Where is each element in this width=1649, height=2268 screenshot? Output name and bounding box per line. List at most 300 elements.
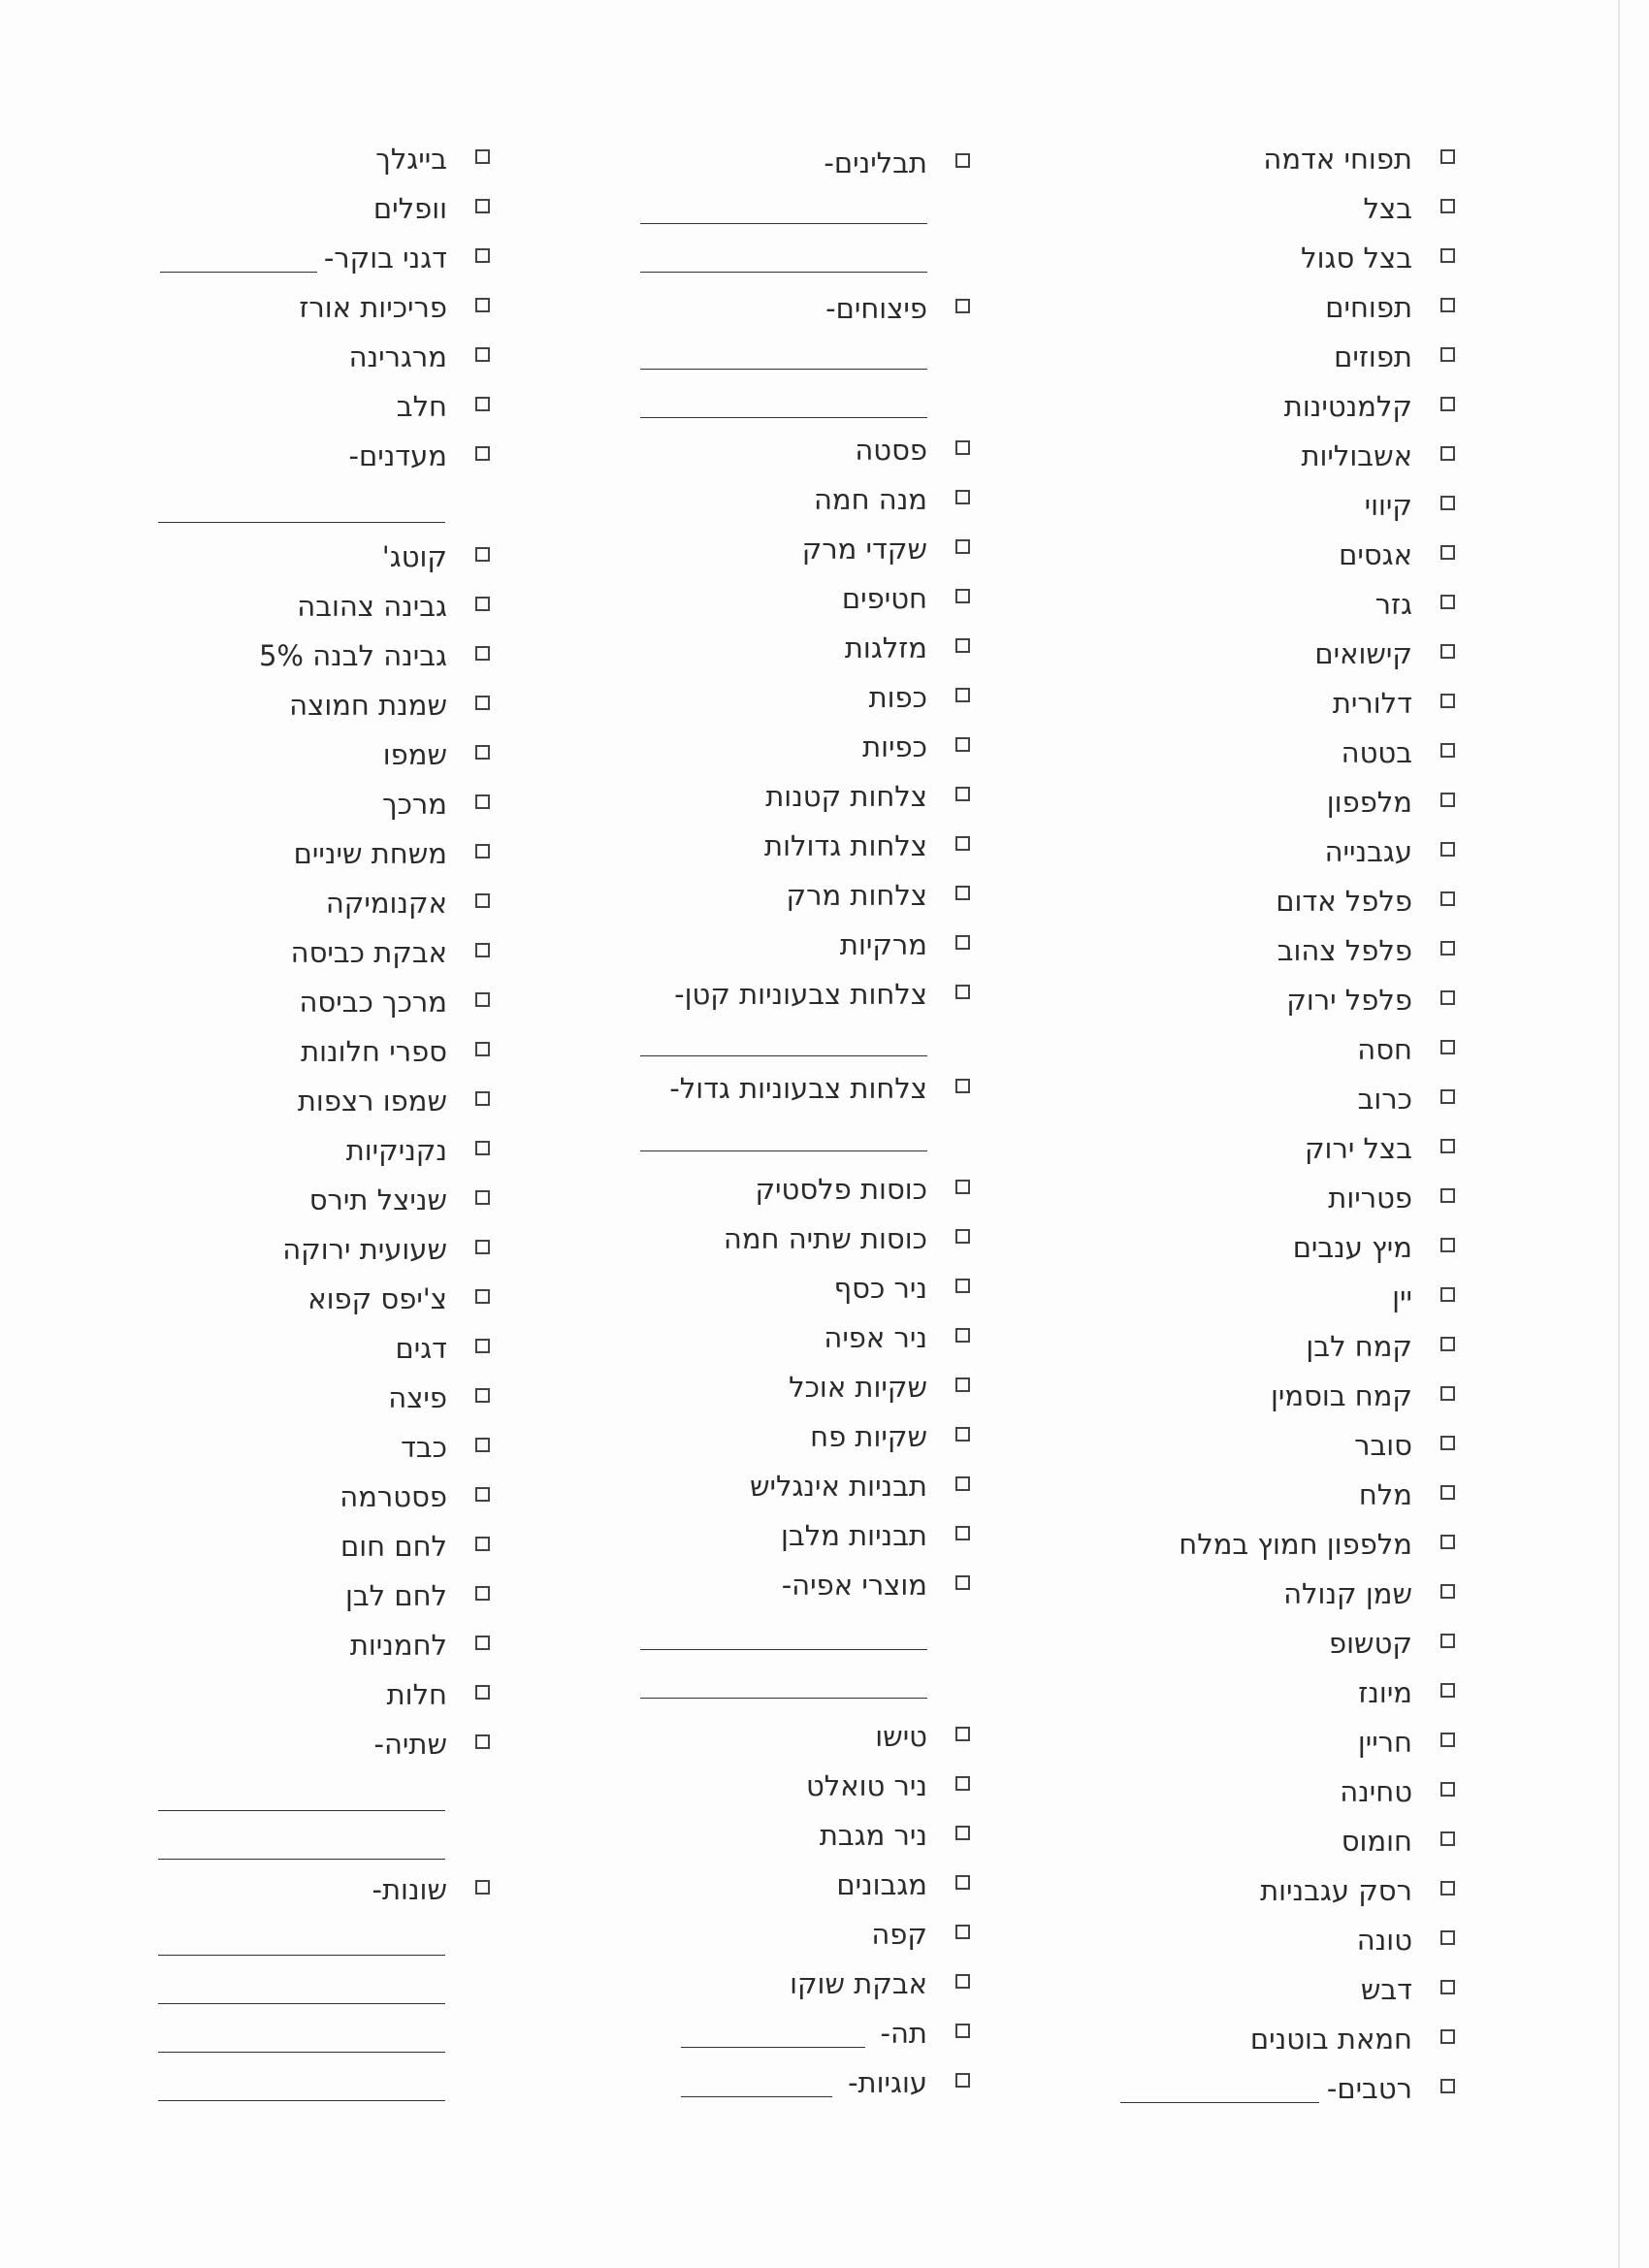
checkbox[interactable] [955, 299, 970, 313]
list-item [150, 1331, 490, 1370]
fill-in-line[interactable] [158, 2100, 445, 2101]
checkbox[interactable] [475, 547, 490, 562]
checkbox[interactable] [1440, 1139, 1455, 1153]
item-label: גבינה צהובה [297, 590, 447, 623]
list-item [150, 1281, 490, 1320]
item-label: פריכיות אורז [299, 291, 447, 324]
list-item [1125, 438, 1455, 477]
item-label: שמן קנולה [1283, 1577, 1412, 1610]
list-item [150, 589, 490, 628]
checkbox[interactable] [1440, 1485, 1455, 1500]
checkbox[interactable] [955, 1925, 970, 1939]
checkbox[interactable] [1440, 595, 1455, 609]
checkbox[interactable] [955, 1575, 970, 1590]
item-label: מרקיות [839, 928, 927, 961]
checkbox[interactable] [955, 2073, 970, 2088]
list-item [150, 1380, 490, 1419]
item-label: ניר טואלט [805, 1769, 927, 1802]
list-item [630, 631, 970, 669]
checkbox[interactable] [955, 836, 970, 851]
list-item [1125, 1972, 1455, 2011]
list-item [1125, 191, 1455, 230]
list-item [150, 1133, 490, 1172]
list-item [630, 146, 970, 184]
checkbox[interactable] [1440, 1287, 1455, 1302]
checkbox[interactable] [475, 1438, 490, 1452]
list-item [1125, 1774, 1455, 1813]
item-label: קישואים [1314, 637, 1412, 670]
checkbox[interactable] [475, 1240, 490, 1254]
list-item [630, 1172, 970, 1211]
list-item [1125, 1675, 1455, 1714]
list-item [630, 1568, 970, 1606]
list-item [150, 1529, 490, 1568]
list-item [630, 1917, 970, 1956]
fill-in-line[interactable] [158, 2003, 445, 2004]
list-item [1125, 1280, 1455, 1318]
list-item [150, 1430, 490, 1469]
item-label: קיווי [1364, 489, 1412, 522]
item-label: חסה [1357, 1033, 1412, 1066]
item-label: מיץ ענבים [1292, 1231, 1412, 1264]
item-label: קמח בוסמין [1270, 1379, 1412, 1412]
page-edge-shadow [1618, 0, 1620, 2268]
item-label: בצל ירוק [1304, 1132, 1412, 1165]
checkbox[interactable] [475, 1734, 490, 1749]
checkbox[interactable] [955, 737, 970, 752]
checkbox[interactable] [955, 153, 970, 168]
item-label: לחם חום [340, 1530, 447, 1563]
list-item [1125, 1329, 1455, 1368]
list-item [630, 1271, 970, 1310]
fill-in-line[interactable] [640, 1055, 927, 1056]
item-label: חטיפים [841, 582, 927, 615]
list-item [150, 1034, 490, 1073]
checkbox[interactable] [955, 1279, 970, 1293]
list-item [630, 1469, 970, 1507]
checkbox[interactable] [1440, 248, 1455, 263]
item-label: מלפפון [1326, 786, 1412, 819]
item-label: קפה [871, 1918, 927, 1951]
item-label: גזר [1374, 588, 1412, 621]
item-label: שתיה- [373, 1728, 447, 1761]
item-label: פסטרמה [340, 1480, 447, 1513]
fill-in-line[interactable] [640, 272, 927, 273]
list-item [630, 680, 970, 719]
checkbox[interactable] [475, 1880, 490, 1895]
fill-in-line[interactable] [158, 1810, 445, 1811]
checkbox[interactable] [1440, 298, 1455, 312]
list-item [1125, 1181, 1455, 1219]
list-item [630, 1518, 970, 1557]
checkbox[interactable] [475, 1339, 490, 1353]
item-label: ניר מגבת [819, 1819, 927, 1852]
list-item [1125, 389, 1455, 428]
list-item [150, 191, 490, 230]
item-label: מנה חמה [813, 483, 927, 516]
checkbox[interactable] [475, 992, 490, 1007]
fill-in-line[interactable] [160, 272, 317, 273]
list-item [1125, 884, 1455, 923]
item-label: צלחות גדולות [764, 829, 927, 862]
checkbox[interactable] [955, 1526, 970, 1540]
list-item [1125, 636, 1455, 675]
item-label: פלפל אדום [1276, 885, 1412, 918]
fill-in-line[interactable] [640, 223, 927, 224]
checkbox[interactable] [1440, 990, 1455, 1005]
checkbox[interactable] [1440, 1881, 1455, 1895]
item-label: בצל [1363, 192, 1412, 225]
checkbox[interactable] [955, 1079, 970, 1093]
list-item [150, 340, 490, 378]
checkbox[interactable] [475, 446, 490, 461]
fill-in-line[interactable] [158, 1955, 445, 1956]
list-item [150, 1727, 490, 1766]
list-item [1125, 1576, 1455, 1615]
list-item [1125, 340, 1455, 378]
list-item [1125, 1032, 1455, 1071]
list-item [630, 1867, 970, 1906]
checkbox[interactable] [1440, 1535, 1455, 1549]
item-label: אשבוליות [1301, 439, 1412, 472]
item-label: שמנת חמוצה [289, 689, 447, 722]
list-item [150, 389, 490, 428]
item-label: בייגלך [375, 143, 447, 176]
item-label: ספרי חלונות [301, 1035, 447, 1068]
list-item [150, 1183, 490, 1221]
fill-in-line[interactable] [640, 1698, 927, 1699]
checkbox[interactable] [475, 1636, 490, 1650]
item-label: כבד [401, 1431, 447, 1464]
checkbox[interactable] [955, 1776, 970, 1791]
list-item [150, 1578, 490, 1617]
list-item [1125, 1824, 1455, 1863]
item-label: צלחות צבעוניות קטן- [674, 978, 927, 1011]
item-label: עגבנייה [1324, 835, 1412, 868]
list-item [150, 290, 490, 329]
item-label: דבש [1360, 1973, 1412, 2006]
checkbox[interactable] [1440, 1930, 1455, 1945]
item-label: ניר אפיה [824, 1321, 927, 1354]
list-item [630, 1419, 970, 1458]
item-label: אגסים [1339, 538, 1412, 571]
list-item [630, 977, 970, 1016]
list-item [630, 2016, 970, 2055]
checkbox[interactable] [475, 1091, 490, 1106]
list-item [150, 1084, 490, 1122]
list-item [150, 241, 490, 279]
fill-in-line[interactable] [640, 1649, 927, 1650]
checkbox[interactable] [955, 1229, 970, 1244]
item-label: תבניות אינגליש [749, 1470, 927, 1503]
checkbox[interactable] [1440, 199, 1455, 213]
checkbox[interactable] [955, 1476, 970, 1491]
list-item [630, 1320, 970, 1359]
checkbox[interactable] [475, 745, 490, 760]
list-item [1125, 933, 1455, 972]
list-item [1125, 1527, 1455, 1566]
checkbox[interactable] [475, 199, 490, 213]
checkbox[interactable] [1440, 1980, 1455, 1994]
checkbox[interactable] [475, 149, 490, 164]
item-label: חלב [396, 390, 447, 423]
item-label: דגני בוקר- [323, 242, 447, 275]
item-label: טחינה [1340, 1775, 1412, 1808]
checkbox[interactable] [955, 589, 970, 603]
item-label: חומוס [1341, 1825, 1412, 1858]
checkbox[interactable] [955, 886, 970, 900]
item-label: כוסות שתיה חמה [723, 1222, 927, 1255]
item-label: שונות- [372, 1873, 447, 1906]
checkbox[interactable] [475, 1190, 490, 1205]
item-label: שקדי מרק [801, 533, 927, 566]
checkbox[interactable] [955, 1427, 970, 1442]
item-label: פיצה [388, 1381, 447, 1414]
item-label: צלחות מרק [786, 879, 927, 912]
checkbox[interactable] [955, 539, 970, 554]
list-item [1125, 834, 1455, 873]
checkbox[interactable] [1440, 1634, 1455, 1648]
fill-in-line[interactable] [640, 417, 927, 418]
item-label: מרכך [382, 788, 447, 821]
item-label: בצל סגול [1301, 242, 1412, 275]
list-item [1125, 1873, 1455, 1912]
checkbox[interactable] [475, 794, 490, 809]
checkbox[interactable] [1440, 1584, 1455, 1599]
checkbox[interactable] [955, 1377, 970, 1392]
checkbox[interactable] [475, 397, 490, 411]
item-label: צלחות צבעוניות גדול- [669, 1072, 927, 1105]
checkbox[interactable] [955, 1826, 970, 1840]
checkbox[interactable] [475, 696, 490, 710]
checkbox[interactable] [1440, 1337, 1455, 1351]
checkbox[interactable] [1440, 1782, 1455, 1797]
item-label: ניר כסף [833, 1272, 927, 1305]
checkbox[interactable] [1440, 1040, 1455, 1054]
list-item [630, 1966, 970, 2005]
checkbox[interactable] [1440, 545, 1455, 560]
checkbox[interactable] [475, 893, 490, 908]
item-label: פיצוחים- [825, 292, 927, 325]
checkbox[interactable] [955, 638, 970, 653]
checkbox[interactable] [475, 1487, 490, 1502]
checkbox[interactable] [1440, 496, 1455, 510]
checkbox[interactable] [1440, 793, 1455, 807]
checkbox[interactable] [475, 1685, 490, 1700]
list-item [630, 779, 970, 818]
checkbox[interactable] [1440, 2029, 1455, 2044]
list-item [630, 482, 970, 521]
list-item [630, 828, 970, 867]
item-label: כוסות פלסטיק [755, 1173, 927, 1206]
item-label: תפוחי אדמה [1263, 143, 1412, 176]
item-label: מעדנים- [348, 439, 447, 472]
checkbox[interactable] [475, 646, 490, 661]
item-label: פלפל צהוב [1277, 934, 1412, 967]
list-item [1125, 983, 1455, 1021]
list-item [630, 1768, 970, 1807]
item-label: לחמניות [349, 1629, 447, 1662]
checkbox[interactable] [1440, 743, 1455, 758]
checkbox[interactable] [955, 440, 970, 455]
list-item [150, 1677, 490, 1716]
fill-in-line[interactable] [681, 2096, 832, 2097]
checkbox[interactable] [1440, 446, 1455, 461]
item-label: יין [1392, 1280, 1412, 1313]
list-item [630, 729, 970, 768]
list-item [1125, 290, 1455, 329]
checkbox[interactable] [1440, 149, 1455, 164]
checkbox[interactable] [475, 943, 490, 957]
item-label: עוגיות- [848, 2066, 927, 2099]
checkbox[interactable] [475, 1537, 490, 1551]
list-item [1125, 488, 1455, 527]
item-label: מגבונים [836, 1868, 927, 1901]
checkbox[interactable] [955, 1875, 970, 1890]
checkbox[interactable] [1440, 2079, 1455, 2093]
checkbox[interactable] [1440, 397, 1455, 411]
fill-in-line[interactable] [1120, 2102, 1319, 2103]
item-label: שקיות אוכל [789, 1371, 927, 1404]
list-item [1125, 1923, 1455, 1961]
list-item [630, 1818, 970, 1857]
item-label: אבקת כביסה [290, 936, 447, 969]
fill-in-line[interactable] [681, 2047, 865, 2048]
fill-in-line[interactable] [158, 2052, 445, 2053]
item-label: פלפל ירוק [1286, 984, 1412, 1017]
item-label: מזלגות [844, 632, 927, 664]
checkbox[interactable] [1440, 842, 1455, 857]
list-item [150, 142, 490, 180]
list-item [150, 539, 490, 578]
item-label: שמפו רצפות [297, 1085, 447, 1118]
checkbox[interactable] [1440, 1089, 1455, 1104]
checkbox[interactable] [955, 490, 970, 504]
item-label: וופלים [372, 192, 447, 225]
item-label: קוטג' [381, 540, 447, 573]
item-label: כרוב [1357, 1083, 1412, 1116]
checkbox[interactable] [955, 1974, 970, 1989]
item-label: מרכך כביסה [299, 986, 447, 1019]
list-item [1125, 785, 1455, 824]
list-item [1125, 1477, 1455, 1516]
checkbox[interactable] [1440, 1683, 1455, 1698]
list-item [150, 886, 490, 924]
checkbox[interactable] [1440, 694, 1455, 708]
list-item [1125, 1725, 1455, 1764]
list-item [1125, 241, 1455, 279]
list-item [630, 433, 970, 471]
fill-in-line[interactable] [158, 1859, 445, 1860]
checkbox[interactable] [955, 787, 970, 801]
list-item [150, 1479, 490, 1518]
checkbox[interactable] [475, 1289, 490, 1304]
checkbox[interactable] [475, 347, 490, 362]
item-label: שקיות פח [810, 1420, 927, 1453]
item-label: קטשופ [1329, 1627, 1412, 1660]
checkbox[interactable] [1440, 644, 1455, 659]
item-label: אבקת שוקו [790, 1967, 927, 2000]
fill-in-line[interactable] [158, 522, 445, 523]
list-item [1125, 735, 1455, 774]
checkbox[interactable] [475, 1586, 490, 1601]
checkbox[interactable] [1440, 347, 1455, 362]
checkbox[interactable] [955, 1727, 970, 1741]
list-item [150, 1232, 490, 1271]
checkbox[interactable] [955, 985, 970, 999]
checkbox[interactable] [1440, 1831, 1455, 1846]
item-label: פטריות [1328, 1182, 1412, 1215]
checkbox[interactable] [955, 2024, 970, 2038]
item-label: תפוחים [1325, 291, 1412, 324]
fill-in-line[interactable] [640, 1150, 927, 1151]
item-label: טונה [1356, 1924, 1412, 1957]
list-item [630, 1370, 970, 1409]
checkbox[interactable] [1440, 1188, 1455, 1203]
item-label: מרגרינה [348, 340, 447, 373]
list-item [630, 1719, 970, 1758]
item-label: קמח לבן [1306, 1330, 1412, 1363]
item-label: שמפו [382, 738, 447, 771]
item-label: דלורית [1332, 687, 1412, 720]
item-label: קלמנטינות [1283, 390, 1412, 423]
list-item [150, 836, 490, 875]
list-item [1125, 1626, 1455, 1665]
item-label: סובר [1354, 1429, 1412, 1462]
item-label: משחת שיניים [293, 837, 447, 870]
checkbox[interactable] [475, 597, 490, 611]
item-label: מלפפון חמוץ במלח [1179, 1528, 1412, 1561]
checkbox[interactable] [475, 298, 490, 312]
checkbox[interactable] [1440, 1238, 1455, 1252]
item-label: נקניקיות [345, 1134, 447, 1167]
item-label: בטטה [1341, 736, 1412, 769]
item-label: רסק עגבניות [1260, 1874, 1412, 1907]
checkbox[interactable] [955, 688, 970, 702]
item-label: תבלינים- [824, 146, 927, 179]
item-label: צ'יפס קפוא [307, 1282, 447, 1315]
list-item [150, 787, 490, 826]
checkbox[interactable] [1440, 891, 1455, 906]
list-item [150, 1628, 490, 1667]
fill-in-line[interactable] [640, 369, 927, 370]
list-item [630, 878, 970, 917]
checkbox[interactable] [955, 935, 970, 950]
list-item [1125, 142, 1455, 180]
checkbox[interactable] [955, 1180, 970, 1194]
checkbox[interactable] [475, 248, 490, 263]
checkbox[interactable] [955, 1328, 970, 1343]
checkbox[interactable] [475, 1388, 490, 1403]
list-item [1125, 1378, 1455, 1417]
list-item [150, 438, 490, 477]
item-label: לחם לבן [344, 1579, 447, 1612]
item-label: מוצרי אפיה- [781, 1569, 927, 1602]
checkbox[interactable] [1440, 1436, 1455, 1450]
list-item [1125, 587, 1455, 626]
checkbox[interactable] [1440, 941, 1455, 956]
list-item [630, 927, 970, 966]
checkbox[interactable] [1440, 1386, 1455, 1401]
list-item [1125, 1131, 1455, 1170]
item-label: דגים [395, 1332, 447, 1365]
list-item [150, 638, 490, 677]
checkbox[interactable] [475, 844, 490, 859]
list-item [630, 581, 970, 620]
checkbox[interactable] [475, 1141, 490, 1155]
checkbox[interactable] [1440, 1733, 1455, 1747]
checkbox[interactable] [475, 1042, 490, 1056]
